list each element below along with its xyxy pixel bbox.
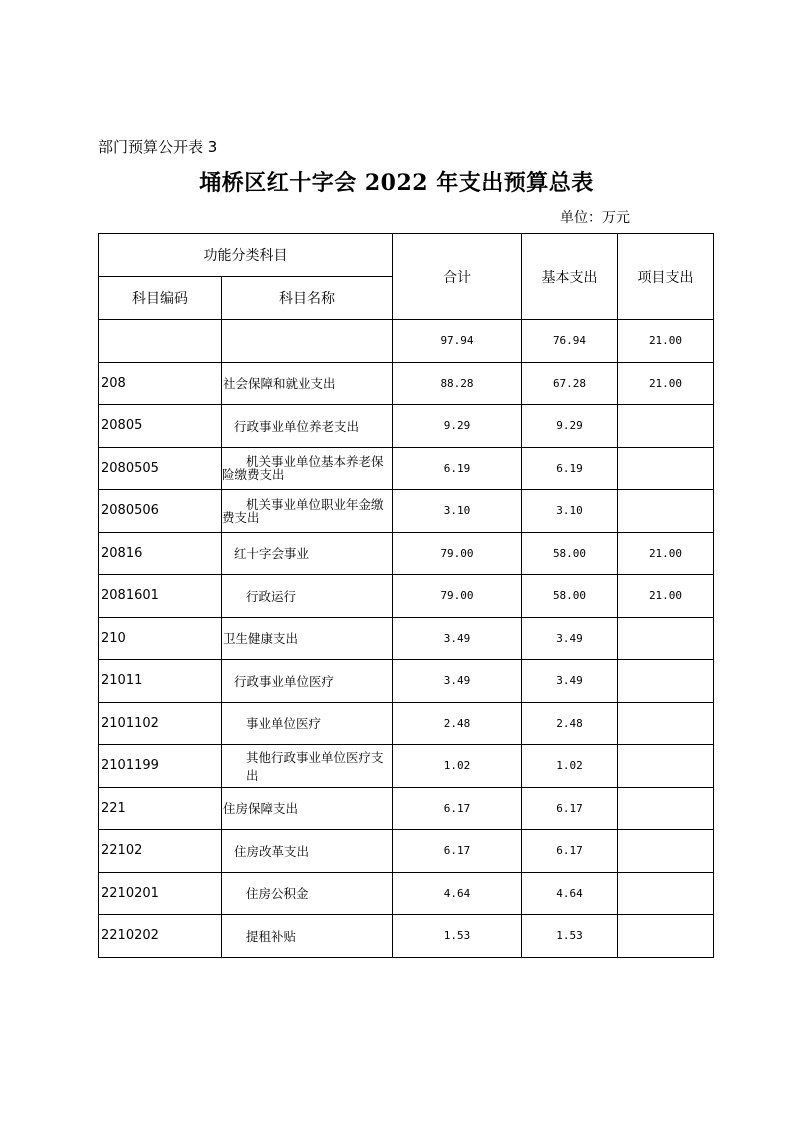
total-cell: 9.29 bbox=[393, 405, 522, 448]
total-cell: 1.02 bbox=[393, 745, 522, 788]
subject-name-cell: 住房改革支出 bbox=[222, 830, 393, 873]
total-cell: 2.48 bbox=[393, 702, 522, 745]
table-row bbox=[99, 787, 714, 830]
subject-name-cell: 红十字会事业 bbox=[222, 532, 393, 575]
subject-code-cell: 2080506 bbox=[99, 490, 222, 533]
basic-expenditure-cell: 3.10 bbox=[522, 490, 618, 533]
basic-expenditure-cell: 2.48 bbox=[522, 702, 618, 745]
project-expenditure-cell bbox=[618, 660, 714, 703]
header-subject-name: 科目名称 bbox=[222, 277, 393, 320]
table-row bbox=[99, 405, 714, 448]
total-cell: 79.00 bbox=[393, 575, 522, 618]
project-expenditure-cell bbox=[618, 617, 714, 660]
total-cell: 4.64 bbox=[393, 872, 522, 915]
project-expenditure-cell bbox=[618, 830, 714, 873]
page-title: 埇桥区红十字会 2022 年支出预算总表 bbox=[199, 170, 594, 196]
total-cell: 3.49 bbox=[393, 617, 522, 660]
table-row bbox=[99, 872, 714, 915]
subject-name-cell: 事业单位医疗 bbox=[222, 702, 393, 745]
project-expenditure-cell bbox=[618, 702, 714, 745]
table-row bbox=[99, 320, 714, 363]
subject-name-cell: 机关事业单位基本养老保险缴费支出 bbox=[222, 447, 393, 490]
basic-expenditure-cell: 4.64 bbox=[522, 872, 618, 915]
table-row bbox=[99, 702, 714, 745]
subject-name-cell: 住房保障支出 bbox=[222, 787, 393, 830]
budget-table bbox=[98, 233, 714, 958]
subject-code-cell: 221 bbox=[99, 787, 222, 830]
basic-expenditure-cell: 3.49 bbox=[522, 660, 618, 703]
basic-expenditure-cell: 3.49 bbox=[522, 617, 618, 660]
subject-code-cell: 2101199 bbox=[99, 745, 222, 788]
header-function-classification: 功能分类科目 bbox=[99, 234, 393, 277]
table-row bbox=[99, 490, 714, 533]
project-expenditure-cell bbox=[618, 872, 714, 915]
table-row bbox=[99, 532, 714, 575]
subject-code-cell: 208 bbox=[99, 362, 222, 405]
subject-name-cell: 卫生健康支出 bbox=[222, 617, 393, 660]
total-cell: 6.19 bbox=[393, 447, 522, 490]
table-row bbox=[99, 617, 714, 660]
table-row bbox=[99, 447, 714, 490]
subject-name-cell: 住房公积金 bbox=[222, 872, 393, 915]
project-expenditure-cell bbox=[618, 745, 714, 788]
project-expenditure-cell: 21.00 bbox=[618, 320, 714, 363]
basic-expenditure-cell: 76.94 bbox=[522, 320, 618, 363]
subject-code-cell: 22102 bbox=[99, 830, 222, 873]
subject-code-cell: 2101102 bbox=[99, 702, 222, 745]
basic-expenditure-cell: 6.17 bbox=[522, 830, 618, 873]
total-cell: 6.17 bbox=[393, 830, 522, 873]
table-body bbox=[99, 320, 714, 958]
project-expenditure-cell: 21.00 bbox=[618, 575, 714, 618]
basic-expenditure-cell: 9.29 bbox=[522, 405, 618, 448]
header-project-expenditure: 项目支出 bbox=[618, 234, 714, 320]
subject-name-cell: 行政运行 bbox=[222, 575, 393, 618]
subject-name-cell: 其他行政事业单位医疗支出 bbox=[222, 745, 393, 788]
subject-code-cell: 2210201 bbox=[99, 872, 222, 915]
table-row bbox=[99, 915, 714, 958]
table-row bbox=[99, 745, 714, 788]
header-total: 合计 bbox=[393, 234, 522, 320]
basic-expenditure-cell: 6.19 bbox=[522, 447, 618, 490]
table-row bbox=[99, 660, 714, 703]
table-row bbox=[99, 362, 714, 405]
basic-expenditure-cell: 1.02 bbox=[522, 745, 618, 788]
total-cell: 3.10 bbox=[393, 490, 522, 533]
total-cell: 97.94 bbox=[393, 320, 522, 363]
subject-name-cell bbox=[222, 320, 393, 363]
total-cell: 3.49 bbox=[393, 660, 522, 703]
subject-code-cell: 2210202 bbox=[99, 915, 222, 958]
project-expenditure-cell: 21.00 bbox=[618, 362, 714, 405]
unit-label: 单位：万元 bbox=[560, 210, 630, 226]
header-basic-expenditure: 基本支出 bbox=[522, 234, 618, 320]
project-expenditure-cell bbox=[618, 787, 714, 830]
basic-expenditure-cell: 67.28 bbox=[522, 362, 618, 405]
subject-code-cell: 20816 bbox=[99, 532, 222, 575]
subject-code-cell: 210 bbox=[99, 617, 222, 660]
header-subject-code: 科目编码 bbox=[99, 277, 222, 320]
subject-code-cell: 20805 bbox=[99, 405, 222, 448]
project-expenditure-cell bbox=[618, 915, 714, 958]
basic-expenditure-cell: 58.00 bbox=[522, 532, 618, 575]
project-expenditure-cell bbox=[618, 490, 714, 533]
subject-name-cell: 社会保障和就业支出 bbox=[222, 362, 393, 405]
subject-code-cell bbox=[99, 320, 222, 363]
project-expenditure-cell: 21.00 bbox=[618, 532, 714, 575]
table-row bbox=[99, 830, 714, 873]
document-label: 部门预算公开表 3 bbox=[98, 138, 218, 156]
subject-code-cell: 21011 bbox=[99, 660, 222, 703]
subject-name-cell: 机关事业单位职业年金缴费支出 bbox=[222, 490, 393, 533]
total-cell: 88.28 bbox=[393, 362, 522, 405]
subject-name-cell: 行政事业单位医疗 bbox=[222, 660, 393, 703]
subject-code-cell: 2080505 bbox=[99, 447, 222, 490]
project-expenditure-cell bbox=[618, 447, 714, 490]
basic-expenditure-cell: 6.17 bbox=[522, 787, 618, 830]
subject-code-cell: 2081601 bbox=[99, 575, 222, 618]
project-expenditure-cell bbox=[618, 405, 714, 448]
total-cell: 1.53 bbox=[393, 915, 522, 958]
table-row bbox=[99, 575, 714, 618]
basic-expenditure-cell: 1.53 bbox=[522, 915, 618, 958]
subject-name-cell: 行政事业单位养老支出 bbox=[222, 405, 393, 448]
basic-expenditure-cell: 58.00 bbox=[522, 575, 618, 618]
total-cell: 6.17 bbox=[393, 787, 522, 830]
total-cell: 79.00 bbox=[393, 532, 522, 575]
subject-name-cell: 提租补贴 bbox=[222, 915, 393, 958]
